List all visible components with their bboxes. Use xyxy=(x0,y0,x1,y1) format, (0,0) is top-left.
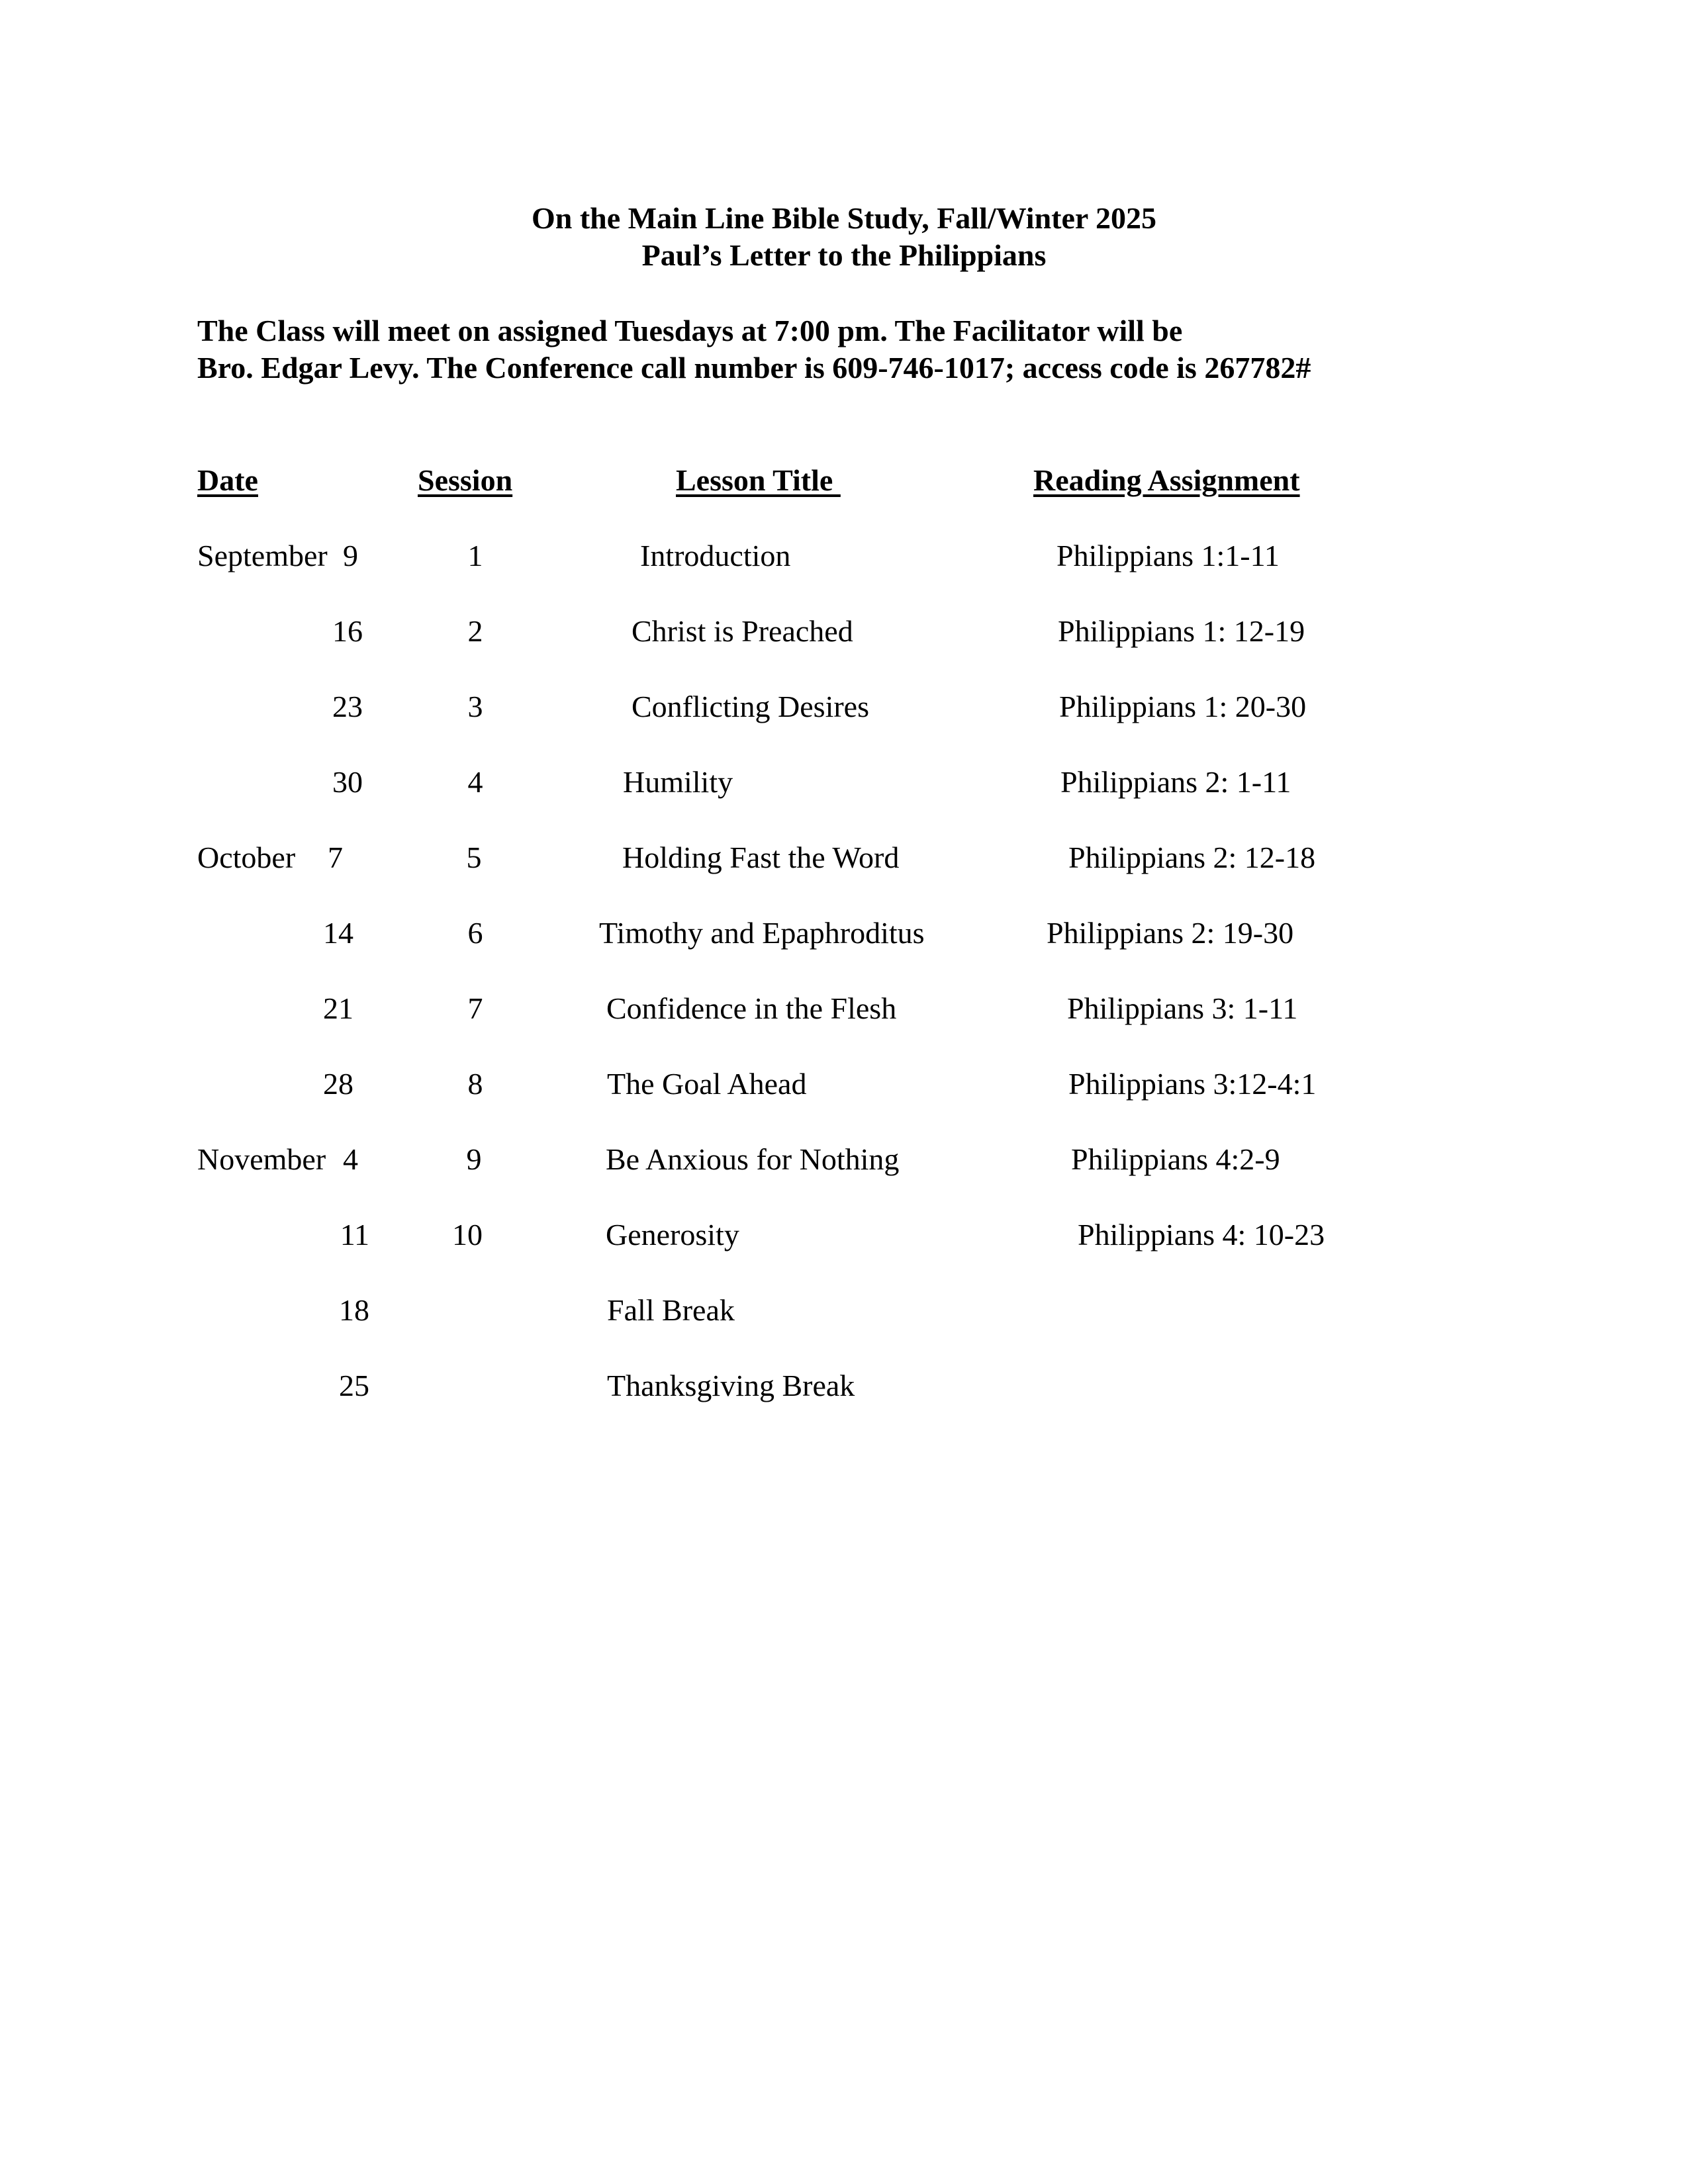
lesson-title: Be Anxious for Nothing xyxy=(606,1142,900,1176)
date-day: 16 xyxy=(332,614,363,648)
reading-assignment: Philippians 2: 12-18 xyxy=(1068,841,1316,874)
reading-assignment: Philippians 4: 10-23 xyxy=(1078,1218,1325,1251)
lesson-title: Humility xyxy=(623,765,733,799)
date-day: 9 xyxy=(343,539,358,572)
date-day: 18 xyxy=(339,1293,369,1327)
document-subtitle: Paul’s Letter to the Philippians xyxy=(641,238,1047,272)
session-number: 3 xyxy=(467,690,483,723)
lesson-title: The Goal Ahead xyxy=(607,1067,807,1101)
reading-assignment: Philippians 3:12-4:1 xyxy=(1068,1067,1317,1101)
lesson-title: Christ is Preached xyxy=(632,614,853,648)
date-day: 23 xyxy=(332,690,363,723)
date-day: 7 xyxy=(328,841,343,874)
document-title: On the Main Line Bible Study, Fall/Winter 2025 xyxy=(532,201,1156,235)
session-number: 5 xyxy=(466,841,482,874)
session-number: 1 xyxy=(467,539,483,572)
reading-assignment: Philippians 1: 20-30 xyxy=(1059,690,1307,723)
date-day: 30 xyxy=(332,765,363,799)
session-number: 7 xyxy=(467,991,483,1025)
lesson-title: Conflicting Desires xyxy=(632,690,869,723)
lesson-title: Holding Fast the Word xyxy=(622,841,900,874)
date-day: 25 xyxy=(339,1369,369,1402)
reading-assignment: Philippians 2: 1-11 xyxy=(1060,765,1291,799)
intro-line-1: The Class will meet on assigned Tuesdays at 7:00 pm. The Facilitator will be xyxy=(197,314,1183,347)
date-day: 28 xyxy=(323,1067,353,1101)
session-number: 6 xyxy=(467,916,483,950)
reading-assignment: Philippians 4:2-9 xyxy=(1071,1142,1280,1176)
date-month: September xyxy=(197,539,328,572)
date-day: 11 xyxy=(340,1218,369,1251)
lesson-title: Introduction xyxy=(640,539,791,572)
date-day: 4 xyxy=(343,1142,358,1176)
header-date: Date xyxy=(197,463,258,497)
reading-assignment: Philippians 1:1-11 xyxy=(1056,539,1280,572)
header-reading-assignment: Reading Assignment xyxy=(1033,463,1300,497)
lesson-title: Fall Break xyxy=(607,1293,735,1327)
intro-line-2: Bro. Edgar Levy. The Conference call number is 609-746-1017; access code is 267782# xyxy=(197,351,1311,385)
date-month: October xyxy=(197,841,296,874)
reading-assignment: Philippians 2: 19-30 xyxy=(1047,916,1294,950)
header-lesson-title: Lesson Title xyxy=(676,463,841,497)
reading-assignment: Philippians 3: 1-11 xyxy=(1067,991,1298,1025)
reading-assignment: Philippians 1: 12-19 xyxy=(1058,614,1305,648)
session-number: 10 xyxy=(452,1218,483,1251)
session-number: 8 xyxy=(467,1067,483,1101)
date-day: 14 xyxy=(323,916,353,950)
date-month: November xyxy=(197,1142,326,1176)
session-number: 9 xyxy=(466,1142,482,1176)
session-number: 4 xyxy=(467,765,483,799)
session-number: 2 xyxy=(467,614,483,648)
header-session: Session xyxy=(418,463,513,497)
lesson-title: Timothy and Epaphroditus xyxy=(599,916,925,950)
date-day: 21 xyxy=(323,991,353,1025)
lesson-title: Generosity xyxy=(606,1218,739,1251)
lesson-title: Confidence in the Flesh xyxy=(606,991,897,1025)
lesson-title: Thanksgiving Break xyxy=(607,1369,855,1402)
